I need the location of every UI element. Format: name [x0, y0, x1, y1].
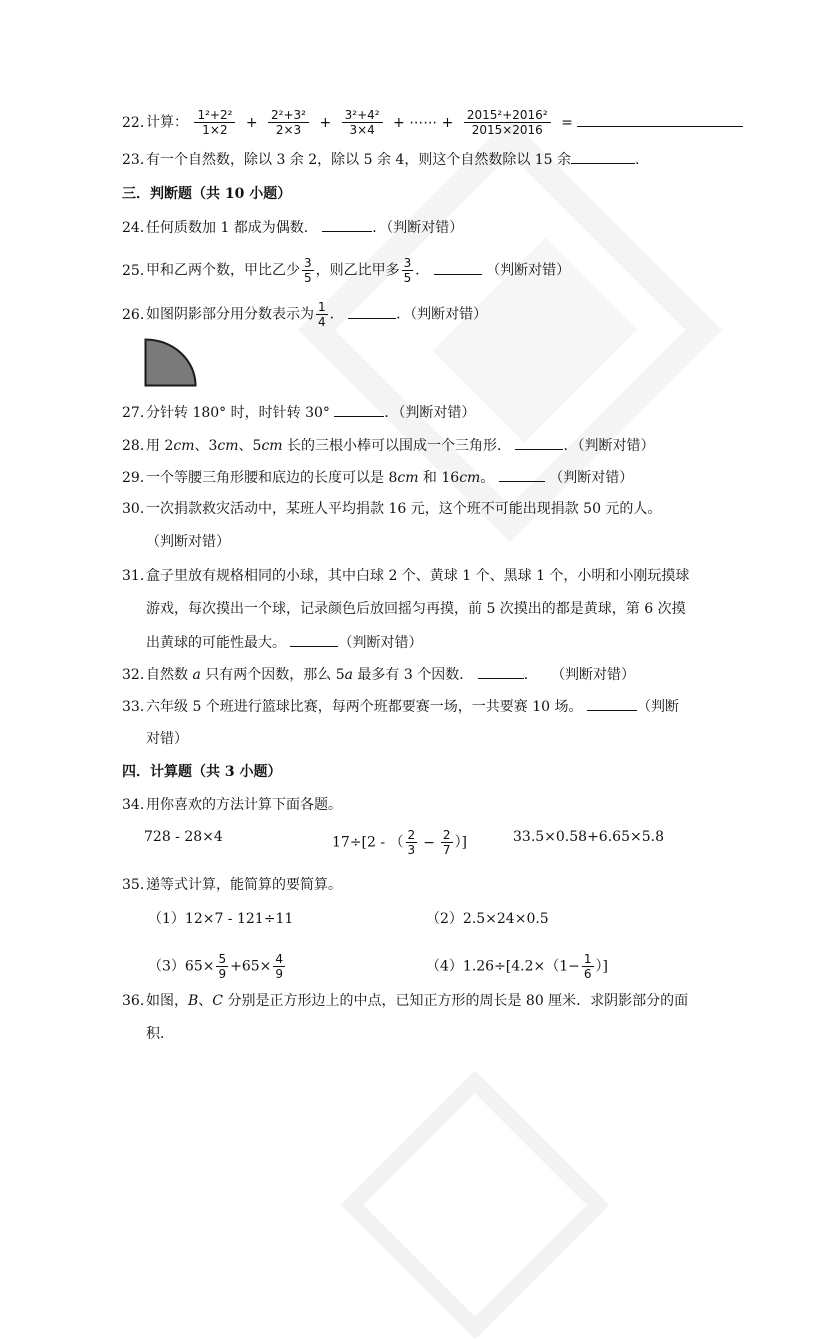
answer-blank[interactable] — [348, 305, 396, 319]
question-34: 34．用你喜欢的方法计算下面各题。 — [122, 797, 342, 813]
fraction: $\frac{1}{4}$ — [318, 300, 326, 329]
fraction: $\frac{\text{2²+3²}}{2\times 3}$ — [268, 108, 309, 137]
question-31-line3: 出黄球的可能性最大。 （判断对错） — [146, 635, 423, 651]
fraction: $\frac{3}{5}$ — [403, 256, 412, 285]
question-number: 26． — [122, 306, 154, 323]
answer-blank[interactable] — [334, 403, 384, 417]
fraction: $\frac{\text{1²+2²}}{1\times 2}$ — [194, 108, 235, 137]
answer-blank[interactable] — [322, 218, 372, 232]
question-text: 计算： — [146, 114, 188, 131]
fraction: $\frac{\text{3²+4²}}{3\times 4}$ — [342, 108, 383, 137]
question-number: 32． — [122, 667, 154, 683]
quarter-circle-shaded-figure — [144, 338, 197, 387]
answer-blank[interactable] — [515, 436, 563, 450]
answer-blank[interactable] — [478, 665, 524, 679]
fraction: $\frac{3}{5}$ — [304, 256, 312, 285]
answer-blank[interactable] — [499, 468, 545, 482]
question-number: 30． — [122, 501, 154, 517]
judge-hint: （判断对错） — [398, 405, 476, 421]
fraction: $\frac{4}{9}$ — [275, 952, 284, 981]
judge-hint: （判断对错） — [551, 667, 636, 683]
expression-2: 17÷[2 - （ $\frac{2}{3}$ − $\frac{2}{7}$ ）] — [332, 828, 468, 857]
question-22: 22．计算： $\frac{\text{1²+2²}}{1\times 2}$ + $\frac{\text{2²+3²}}{2\times 3}$ + $\frac{\text{3²+4²}}{3\times 4}$ + ⋯⋯ + $\frac{\text{2015²+2016²}}{2015\times 2016}$ = — [122, 108, 743, 137]
judge-hint: （判断对错） — [338, 635, 423, 651]
question-number: 29． — [122, 470, 154, 486]
question-number: 33． — [122, 699, 154, 715]
expression-1: 728 - 28×4 — [144, 829, 223, 845]
fraction: $\frac{2}{3}$ — [407, 828, 416, 857]
fraction: $\frac{5}{9}$ — [218, 952, 227, 981]
judge-hint: 对错） — [146, 731, 188, 747]
question-number: 24． — [122, 220, 154, 236]
question-31: 31．盒子里放有规格相同的小球，其中白球 2 个、黄球 1 个、黑球 1 个，小明和小刚玩摸球 — [122, 568, 690, 584]
question-number: 27． — [122, 405, 154, 421]
diamond-watermark-bottom — [341, 1071, 610, 1339]
question-number: 22． — [122, 114, 154, 131]
answer-blank[interactable] — [290, 633, 338, 647]
question-number: 31． — [122, 568, 154, 584]
question-text: 有一个自然数，除以 3 余 2，除以 5 余 4，则这个自然数除以 15 余 — [146, 152, 572, 168]
answer-blank[interactable] — [577, 113, 743, 127]
sub-problem-4: （4）1.26÷[4.2×（1− $\frac{1}{6}$ ）] — [426, 952, 609, 981]
question-25: 25．甲和乙两个数，甲比乙少 $\frac{3}{5}$ ，则乙比甲多 $\frac{3}{5}$ ． （判断对错） — [122, 256, 571, 285]
question-32: 32．自然数 a 只有两个因数，那么 5a 最多有 3 个因数． ． （判断对错） — [122, 667, 636, 683]
question-number: 25． — [122, 262, 154, 279]
question-36: 36．如图，B、C 分别是正方形边上的中点，已知正方形的周长是 80 厘米．求阴影部分的面 — [122, 993, 689, 1009]
question-27: 27．分针转 180° 时，时针转 30° ．（判断对错） — [122, 405, 476, 421]
section-title: 三．判断题（共 10 小题） — [122, 186, 292, 202]
judge-hint: （判断对错） — [146, 534, 230, 550]
judge-hint: （判断对错） — [386, 220, 464, 236]
question-35: 35．递等式计算，能简算的要简算。 — [122, 877, 342, 893]
judge-hint: （判断对错） — [486, 262, 571, 279]
sub-problem-2: （2）2.5×24×0.5 — [426, 911, 549, 927]
expression-3: 33.5×0.58+6.65×5.8 — [513, 829, 664, 845]
question-24: 24．任何质数加 1 都成为偶数． ．（判断对错） — [122, 220, 464, 236]
question-number: 23． — [122, 152, 154, 168]
question-23: 23．有一个自然数，除以 3 余 2，除以 5 余 4，则这个自然数除以 15 余 . — [122, 152, 640, 168]
question-33: 33．六年级 5 个班进行篮球比赛，每两个班都要赛一场，一共要赛 10 场。 （判断 — [122, 699, 679, 715]
fraction: $\frac{2}{7}$ — [442, 828, 451, 857]
question-number: 36． — [122, 993, 154, 1009]
question-26: 26．如图阴影部分用分数表示为 $\frac{1}{4}$ ． ．（判断对错） — [122, 300, 488, 329]
sub-problem-3: （3）65× $\frac{5}{9}$ +65× $\frac{4}{9}$ — [148, 952, 284, 981]
answer-blank[interactable] — [587, 697, 637, 711]
question-number: 28． — [122, 438, 154, 454]
question-text: 任何质数加 1 都成为偶数． — [146, 220, 318, 236]
fraction: $\frac{\text{2015²+2016²}}{2015\times 2016}$ — [464, 108, 551, 137]
answer-blank[interactable] — [571, 150, 635, 164]
judge-hint: （判断对错） — [410, 306, 488, 323]
question-30: 30．一次捐款救灾活动中，某班人平均捐款 16 元，这个班不可能出现捐款 50 元的人。 — [122, 501, 662, 517]
question-number: 34． — [122, 797, 154, 813]
judge-hint: （判断对错） — [549, 470, 634, 486]
question-text: 积． — [146, 1026, 174, 1042]
answer-blank[interactable] — [434, 261, 482, 275]
fraction: $\frac{1}{6}$ — [583, 952, 592, 981]
section-title: 四．计算题（共 3 小题） — [122, 764, 282, 780]
question-text: 游戏，每次摸出一个球，记录颜色后放回摇匀再摸，前 5 次摸出的都是黄球，第 6 次摸 — [146, 601, 686, 617]
question-28: 28．用 2cm、3cm、5cm 长的三根小棒可以围成一个三角形． ．（判断对错） — [122, 438, 655, 454]
question-29: 29．一个等腰三角形腰和底边的长度可以是 8cm 和 16cm。 （判断对错） — [122, 470, 634, 486]
sub-problem-1: （1）12×7 - 121÷11 — [148, 911, 294, 927]
judge-hint: （判断对错） — [577, 438, 655, 454]
question-number: 35． — [122, 877, 154, 893]
